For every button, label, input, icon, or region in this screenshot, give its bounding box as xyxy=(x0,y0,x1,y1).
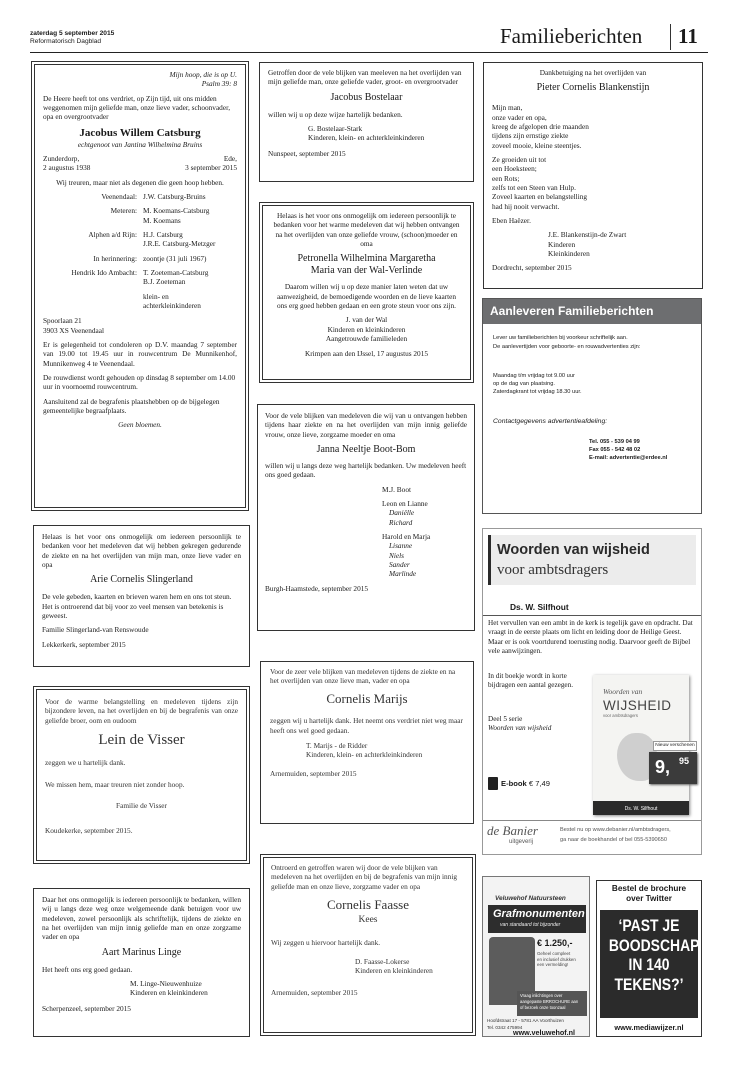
notice-faasse xyxy=(263,857,473,1033)
nickname: Kees xyxy=(358,914,378,925)
notice-title: Dankbetuiging na het overlijden van xyxy=(539,68,647,77)
ad-note: en inclusief drukken xyxy=(537,956,576,962)
rel-name: H.J. Catsburg xyxy=(143,230,183,240)
header-rule xyxy=(30,52,708,53)
notice-van-der-wal xyxy=(262,205,471,380)
signature: Kinderen en kleinkinderen xyxy=(130,988,208,998)
ebenhaezer: Eben Haëzer. xyxy=(492,215,531,225)
relatives-row xyxy=(43,254,237,263)
contact-fax: Fax 055 - 542 48 02 xyxy=(589,446,641,453)
ad-quote: TEKENS?’ xyxy=(614,974,684,994)
rel-place: Alphen a/d Rijn: xyxy=(88,230,137,240)
book-description: In dit boekje wordt in korte bijdragen een aantal gezegen. xyxy=(488,672,574,690)
deceased-name: Maria van der Wal-Verlinde xyxy=(310,265,423,277)
signature: T. Marijs - de Ridder xyxy=(306,740,368,750)
mediawijzer-ad xyxy=(596,880,702,1037)
signature: M. Linge-Nieuwenhuize xyxy=(130,978,202,988)
ebook-icon xyxy=(488,777,498,790)
notice-text: Daar het ons onmogelijk is iedereen persoonlijk te bedanken, willen wij u langs deze weg onze welgemeende dank betuigen voor uw medeleven, zowel persoonlijk als schriftelijk, tijdens de ziekte en na het overlijden van mijn innig geliefde man en onze zorgzame vader en opa xyxy=(42,895,241,942)
rel-place: Veenendaal: xyxy=(101,192,137,202)
book-title: Woorden van wijsheid xyxy=(497,542,650,558)
flowers-note: Geen bloemen. xyxy=(118,420,162,430)
cover-text: Woorden van xyxy=(603,687,643,696)
publisher-logo-sub: uitgeverij xyxy=(509,839,534,845)
ad-heading: Bestel de brochure xyxy=(611,884,687,893)
place-date: Arnemuiden, september 2015 xyxy=(270,768,357,778)
signature: Marlinde xyxy=(389,569,417,579)
signature: Kleinkinderen xyxy=(548,248,590,258)
signature: Aangetrouwde familieleden xyxy=(325,333,408,343)
notice-body: zeggen wij u hartelijk dank. Het neemt ons verdriet niet weg maar heeft ons wel goed gedaan. xyxy=(270,716,463,735)
poem-line: had hij nooit verwacht. xyxy=(492,201,560,211)
price-main: 9, xyxy=(655,757,671,777)
rel-place: Hendrik Ido Ambacht: xyxy=(71,268,137,278)
signature: M.J. Boot xyxy=(382,484,411,494)
notice-text: Voor de vele blijken van medeleven die wij van u ontvangen hebben tijdens haar ziekte en na het overlijden van mijn innig geliefde vrouw, onze lieve, zorgzame moeder en oma xyxy=(265,411,467,439)
notice-marijs xyxy=(260,661,474,824)
signature: Kinderen xyxy=(548,239,576,249)
book-author: Ds. W. Silfhout xyxy=(510,602,569,612)
notice-text: Voor de warme belangstelling en medeleven tijdens zijn bijzondere leven, na het overlijden en bij de begrafenis van onze geliefde broer, oom en oudoom xyxy=(45,697,238,725)
condolence-text: Er is gelegenheid tot condoleren op D.V. maandag 7 september van 19.00 tot 19.45 uur in rouwcentrum De Munnikenhof, Munnikenweg 4 te Veenendaal. xyxy=(43,340,237,368)
contact-email: E-mail: advertentie@erdee.nl xyxy=(589,455,668,462)
notice-body: Het heeft ons erg goed gedaan. xyxy=(42,964,133,974)
book-ad xyxy=(482,528,702,855)
deceased-name: Pieter Cornelis Blankenstijn xyxy=(536,82,650,94)
deceased-name: Cornelis Faasse xyxy=(327,896,409,912)
notice-text: Helaas is het voor ons onmogelijk om iedereen persoonlijk te bedanken voor het warme medeleven dat wij hebben ontvangen na het overlijden van onze geliefde vrouw, (schoon)moeder en oma xyxy=(273,211,460,248)
verse-ref: Psalm 39: 8 xyxy=(201,79,237,89)
miss-text: We missen hem, maar treuren niet zonder hoop. xyxy=(45,779,185,789)
signature: J.E. Blankenstijn-de Zwart xyxy=(548,230,627,240)
birth-date: 2 augustus 1938 xyxy=(43,163,91,173)
info-line: De aanlevertijden voor geboorte- en rouwadvertenties zijn: xyxy=(493,343,641,350)
rel-name: zoontje (31 juli 1967) xyxy=(143,253,207,263)
deceased-name: Arie Cornelis Slingerland xyxy=(90,574,193,586)
poem-line: Mijn man, xyxy=(492,103,523,113)
notice-text: Getroffen door de vele blijken van meeleven na het overlijden van mijn geliefde man, onze geliefde vader, groot- en overgrootvader xyxy=(268,68,462,87)
poem-line: onze vader en opa, xyxy=(492,112,547,122)
page-number: 11 xyxy=(678,24,698,48)
rel-name: B.J. Zoeteman xyxy=(143,277,186,287)
ad-note: een vermelding! xyxy=(537,962,569,968)
signature: Kinderen en kleinkinderen xyxy=(355,966,433,976)
rel-name: M. Koemans xyxy=(143,215,181,225)
header-paper: Reformatorisch Dagblad xyxy=(30,38,102,46)
spouse-line: echtgenoot van Jantina Wilhelmina Bruins xyxy=(77,139,203,149)
notice-slingerland xyxy=(33,525,250,667)
submission-info-ad xyxy=(482,298,702,514)
address-line: Spoorlaan 21 xyxy=(43,316,82,326)
contact-heading: Contactgegevens advertentieafdeling: xyxy=(493,417,608,425)
signature: Kinderen en kleinkinderen xyxy=(327,324,406,334)
cover-text: voor ambtsdragers xyxy=(603,713,638,718)
info-line: Lever uw familieberichten bij voorkeur schriftelijk aan. xyxy=(493,335,628,342)
birth-place: Zunderdorp, xyxy=(43,154,80,164)
poem-line: Ze groeiden uit tot xyxy=(492,154,547,164)
ad-price: € 1.250,- xyxy=(537,938,573,948)
ad-web: www.veluwehof.nl xyxy=(513,1028,576,1037)
death-place: Ede, xyxy=(223,154,237,164)
notice-text: Ontroerd en getroffen waren wij door de vele blijken van medeleven na het overlijden en bij de begrafenis van mijn innig geliefde man en onze lieve, zorgzame vader en opa xyxy=(271,863,458,891)
signature: Niels xyxy=(389,550,404,560)
cover-author: Ds. W. Silfhout xyxy=(624,805,658,812)
notice-body: Daarom willen wij u op deze manier laten weten dat uw aanwezigheid, de bemoedigende woorden en de lieve kaarten ons erg goed hebben gedaan en een grote steun voor ons zijn. xyxy=(276,282,457,310)
rel-name: T. Zoeteman-Catsburg xyxy=(143,268,209,278)
deceased-name: Janna Neeltje Boot-Bom xyxy=(316,443,416,455)
thanks-text: zeggen we u hartelijk dank. xyxy=(45,758,126,768)
place-date: Krimpen aan den IJssel, 17 augustus 2015 xyxy=(304,349,428,359)
ebook-price: € 7,49 xyxy=(528,779,550,788)
relatives-row xyxy=(43,268,237,287)
rel-place xyxy=(43,292,143,311)
place-date: Dordrecht, september 2015 xyxy=(492,263,572,273)
thanks-text: Wij zeggen u hiervoor hartelijk dank. xyxy=(271,937,381,947)
cover-title: WIJSHEID xyxy=(603,698,672,713)
deceased-name: Aart Marinus Linge xyxy=(101,946,182,958)
ad-note: aangepaste BRROCHURE aan xyxy=(520,998,579,1004)
notice-body: De vele gebeden, kaarten en brieven waren hem en ons tot steun. Het is ontroerend dat bij voor zo veel mensen van betekenis is geweest. xyxy=(42,592,232,620)
family-signature: Familie de Visser xyxy=(116,800,167,810)
intro-text: De Heere heeft tot ons verdriet, op Zijn tijd, uit ons midden weggenomen mijn geliefde man, onze lieve vader, schoonvader, opa en overgrootvader xyxy=(43,93,231,122)
contact-tel: Tel. 055 - 539 04 99 xyxy=(589,438,640,445)
header-date: zaterdag 5 september 2015 xyxy=(30,30,115,37)
order-line: Bestel nu op www.debanier.nl/ambtsdragers, xyxy=(560,827,671,833)
notice-body: willen wij u langs deze weg hartelijk bedanken. Uw medeleven heeft ons goed gedaan. xyxy=(265,460,467,480)
signature: Kinderen, klein- en achterkleinkinderen xyxy=(308,133,425,143)
notice-linge xyxy=(33,888,250,1037)
signature: Daniëlle xyxy=(389,508,415,518)
price-cents: 95 xyxy=(679,756,690,766)
book-description: Het vervullen van een ambt in de kerk is tegelijk gave en opdracht. Dat vraagt in de eerste plaats om licht en leiding door de Heilige Geest. Maar er is ook voortdurend toerusting nodig. Daarvoor geeft de Bijbel vele aanwijzingen. xyxy=(488,619,693,656)
deceased-name: Jacobus Bostelaar xyxy=(330,91,403,103)
notice-blankenstijn xyxy=(483,62,703,289)
ad-title: Grafmonumenten xyxy=(493,908,585,920)
deceased-name: Jacobus Willem Catsburg xyxy=(79,126,201,139)
new-badge: Nieuw verschenen xyxy=(653,741,697,751)
price-tag xyxy=(649,752,697,784)
place-date: Scherpenzeel, september 2015 xyxy=(42,1003,131,1013)
ad-tel: Tel. 0342 475994 xyxy=(487,1025,523,1030)
address-line: 3903 XS Veenendaal xyxy=(43,325,105,335)
notice-text: Voor de zeer vele blijken van medeleven tijdens de ziekte en na het overlijden van onze lieve man, vader en opa xyxy=(270,667,456,686)
mourn-text: Wij treuren, maar niet als degenen die geen hoop hebben. xyxy=(56,177,224,187)
place-date: Burgh-Haamstede, september 2015 xyxy=(265,583,369,593)
obituary-catsburg xyxy=(34,64,246,508)
deceased-name: Cornelis Marijs xyxy=(326,690,408,706)
section-title: Familieberichten xyxy=(500,24,643,48)
ad-quote: IN 140 xyxy=(628,955,670,975)
poem-line: kreeg de afgelopen drie maanden xyxy=(492,121,589,131)
order-line: ga naar de boekhandel of bel 055-5390650 xyxy=(560,837,667,843)
book-subtitle: voor ambtsdragers xyxy=(497,562,609,578)
rel-name: klein- en xyxy=(143,291,169,301)
ebook-label: E-book xyxy=(501,779,527,788)
rel-place: In herinnering: xyxy=(93,253,137,263)
ad-subtitle: van standaard tot bijzonder xyxy=(500,922,561,928)
signature: Harold en Marja xyxy=(382,531,431,541)
notice-bostelaar xyxy=(259,62,474,182)
poem-line: Zoveel kaarten en belangstelling xyxy=(492,192,588,202)
ad-quote: BOODSCHAP xyxy=(608,935,700,955)
thanks-text: willen wij u op deze wijze hartelijk bedanken. xyxy=(268,109,403,119)
divider xyxy=(483,615,702,616)
notice-boot xyxy=(257,404,475,631)
deceased-name: Petronella Wilhelmina Margaretha xyxy=(297,253,436,265)
ad-brand: Veluwehof Natuursteen xyxy=(495,895,566,902)
deadline-line: op de dag van plaatsing. xyxy=(493,381,555,388)
notice-de-visser xyxy=(36,689,247,861)
place-date: Lekkerkerk, september 2015 xyxy=(42,639,126,649)
signature: Lisanne xyxy=(389,541,413,551)
ad-quote: ‘PAST JE xyxy=(618,916,680,935)
place-date: Arnemuiden, september 2015 xyxy=(271,987,358,997)
relatives-row xyxy=(43,230,237,249)
relatives-row xyxy=(43,206,237,225)
signature: Kinderen, klein- en achterkleinkinderen xyxy=(306,750,423,760)
poem-line: tijdens zijn ernstige ziekte xyxy=(492,131,569,141)
signature: Sander xyxy=(389,559,410,569)
ad-note: Vraag inlichtingen over xyxy=(520,993,563,998)
service-text: De rouwdienst wordt gehouden op dinsdag 8 september om 14.00 uur in voornoemd rouwcentrum. xyxy=(43,373,236,392)
series-name: Woorden van wijsheid xyxy=(488,724,552,732)
verse: Mijn hoop, die is op U. xyxy=(169,70,237,79)
death-date: 3 september 2015 xyxy=(185,163,237,173)
signature: Richard xyxy=(389,517,413,527)
deadline-line: Zaterdagkrant tot vrijdag 18.30 uur. xyxy=(493,389,582,396)
rel-name: achterkleinkinderen xyxy=(143,301,201,311)
signature: J. van der Wal xyxy=(345,315,388,325)
header-meta xyxy=(30,30,114,46)
rel-name: M. Koemans-Catsburg xyxy=(143,206,210,216)
relatives-row xyxy=(43,192,237,201)
poem-line: zoveel mooie, kleine steentjes. xyxy=(492,140,582,150)
rel-name: J.R.E. Catsburg-Metzger xyxy=(143,239,216,249)
series-label: Deel 5 serie xyxy=(488,715,523,723)
place-date: Koudekerke, september 2015. xyxy=(45,826,133,836)
poem-line: een Hoeksteen; xyxy=(492,164,537,174)
relatives-row xyxy=(43,292,237,311)
ad-note: Geheel compleet xyxy=(537,951,571,956)
rel-place: Meteren: xyxy=(110,206,137,216)
poem-line: zelfs tot een Steen van Hulp. xyxy=(492,182,576,192)
birth-death-row xyxy=(43,154,237,173)
place-date: Nunspeet, september 2015 xyxy=(268,148,346,158)
signature: G. Bostelaar-Stark xyxy=(308,123,363,133)
ad-web: www.mediawijzer.nl xyxy=(614,1023,684,1032)
notice-text: Helaas is het voor ons onmogelijk om iedereen persoonlijk te bedanken voor het medeleven dat wij hebben gekregen gedurende de ziekte en na het overlijden van mijn man, onze lieve vader en opa xyxy=(42,532,241,569)
signature: D. Faasse-Lokerse xyxy=(355,957,410,967)
deadline-line: Maandag t/m vrijdag tot 9.00 uur xyxy=(493,372,575,379)
poem-line: een Rots; xyxy=(492,173,520,183)
ad-title: Aanleveren Familieberichten xyxy=(483,299,701,324)
veluwehof-ad xyxy=(482,876,590,1037)
ad-note: of bezoek onze toonzaal xyxy=(520,1004,566,1010)
rel-name: J.W. Catsburg-Bruins xyxy=(143,192,206,202)
deceased-name: Lein de Visser xyxy=(98,731,185,748)
ad-address: Hoofdstraat 17 - 5781 AA Voorthuizen xyxy=(487,1018,564,1023)
family-signature: Familie Slingerland-van Renswoude xyxy=(42,625,149,635)
burial-text: Aansluitend zal de begrafenis plaatshebben op de bijgelegen gemeentelijke begraafplaats. xyxy=(43,396,220,416)
ad-heading: over Twitter xyxy=(626,893,672,903)
signature: Leon en Lianne xyxy=(382,498,428,508)
publisher-logo: de Banier xyxy=(487,823,538,838)
header-divider xyxy=(670,24,671,50)
